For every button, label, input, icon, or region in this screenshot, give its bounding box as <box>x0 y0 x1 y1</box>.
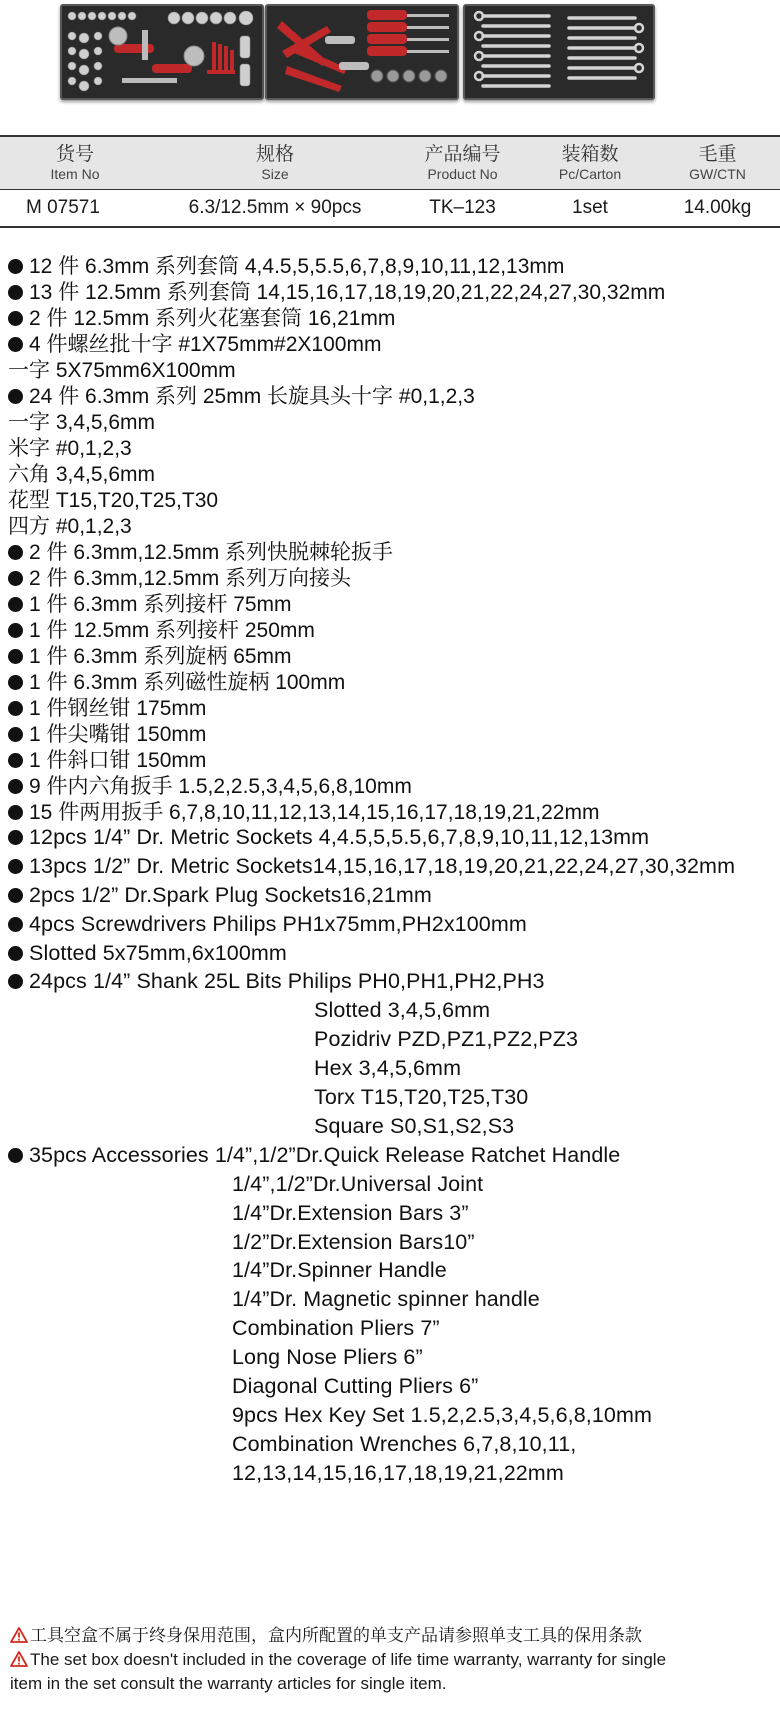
bullet-icon <box>8 805 23 820</box>
en-list-item <box>232 1285 540 1313</box>
zh-list-item <box>8 253 564 281</box>
header-product-no: 产品编号 Product No <box>424 143 501 182</box>
warning-en-line <box>10 1648 666 1671</box>
bullet-icon <box>8 830 23 845</box>
list-item-text: 15 件两用扳手 6,7,8,10,11,12,13,14,15,16,17,18,19,21,22mm <box>29 801 600 824</box>
list-item-text: 1/4”Dr.Extension Bars 3” <box>232 1201 469 1225</box>
zh-list-item <box>8 305 395 333</box>
list-item-text: 1/4”Dr. Magnetic spinner handle <box>232 1287 540 1311</box>
list-item-text: 9pcs Hex Key Set 1.5,2,2.5,3,4,5,6,8,10mm <box>232 1403 653 1427</box>
list-item-text: 1 件 6.3mm 系列接杆 75mm <box>29 593 292 616</box>
header-pc-carton: 装箱数 Pc/Carton <box>558 143 622 182</box>
bullet-icon <box>8 727 23 742</box>
list-item-text: Pozidriv PZD,PZ1,PZ2,PZ3 <box>314 1027 579 1051</box>
zh-list-item <box>8 513 132 541</box>
list-item-text: Torx T15,T20,T25,T30 <box>314 1085 529 1109</box>
en-list-item <box>232 1401 652 1429</box>
zh-list-item <box>8 643 292 671</box>
list-item-text: 2 件 12.5mm 系列火花塞套筒 16,21mm <box>29 307 396 330</box>
bullet-icon <box>8 779 23 794</box>
list-item-text: 1/4”,1/2”Dr.Universal Joint <box>232 1172 484 1196</box>
list-item-text: 13pcs 1/2” Dr. Metric Sockets14,15,16,17,18,19,20,21,22,24,27,30,32mm <box>29 854 736 878</box>
table-header <box>0 137 780 190</box>
list-item-text: Square S0,S1,S2,S3 <box>314 1114 515 1138</box>
list-item-text: 2pcs 1/2” Dr.Spark Plug Sockets16,21mm <box>29 883 432 907</box>
list-item-text: 四方 #0,1,2,3 <box>8 515 132 538</box>
warning-triangle-icon <box>10 1651 28 1667</box>
size-value: 6.3/12.5mm × 90pcs <box>188 197 362 218</box>
list-item-text: Combination Wrenches 6,7,8,10,11, <box>232 1432 577 1456</box>
list-item-text: 12,13,14,15,16,17,18,19,21,22mm <box>232 1461 564 1485</box>
bullet-icon <box>8 888 23 903</box>
bullet-icon <box>8 701 23 716</box>
bullet-icon <box>8 623 23 638</box>
bullet-icon <box>8 597 23 612</box>
list-item-text: 1 件尖嘴钳 150mm <box>29 723 207 746</box>
zh-list-item <box>8 669 345 697</box>
bullet-icon <box>8 753 23 768</box>
zh-list-item <box>8 565 351 593</box>
list-item-text: 米字 #0,1,2,3 <box>8 437 132 460</box>
bullet-icon <box>8 859 23 874</box>
zh-list-item <box>8 539 393 567</box>
zh-list-item <box>8 409 155 437</box>
en-list-item <box>8 939 287 967</box>
list-item-text: Slotted 5x75mm,6x100mm <box>29 941 287 965</box>
en-list-item <box>8 823 649 851</box>
bullet-icon <box>8 571 23 586</box>
list-item-text: 2 件 6.3mm,12.5mm 系列万向接头 <box>29 567 352 590</box>
zh-list-item <box>8 747 206 775</box>
list-item-text: 1 件 12.5mm 系列接杆 250mm <box>29 619 315 642</box>
list-item-text: 1 件钢丝钳 175mm <box>29 697 207 720</box>
en-list-item <box>232 1170 483 1198</box>
bullet-icon <box>8 337 23 352</box>
en-list-item <box>8 1141 620 1169</box>
list-item-text: 12pcs 1/4” Dr. Metric Sockets 4,4.5,5,5.5,6,7,8,9,10,11,12,13mm <box>29 825 650 849</box>
bullet-icon <box>8 946 23 961</box>
en-list-item <box>232 1343 423 1371</box>
pliers-screwdriver-tray-photo <box>265 4 459 100</box>
list-item-text: Diagonal Cutting Pliers 6” <box>232 1374 479 1398</box>
en-list-item <box>314 1054 461 1082</box>
zh-list-item <box>8 695 206 723</box>
list-item-text: 1/2”Dr.Extension Bars10” <box>232 1230 475 1254</box>
list-item-text: 4 件螺丝批十字 #1X75mm#2X100mm <box>29 333 382 356</box>
zh-list-item <box>8 461 155 489</box>
list-item-text: Combination Pliers 7” <box>232 1316 440 1340</box>
zh-list-item <box>8 721 206 749</box>
bullet-icon <box>8 675 23 690</box>
bullet-icon <box>8 649 23 664</box>
zh-list-item <box>8 331 381 359</box>
table-row <box>0 190 780 226</box>
en-list-item <box>8 852 735 880</box>
wrench-tray-photo <box>463 4 655 100</box>
list-item-text: 24pcs 1/4” Shank 25L Bits Philips PH0,PH1,PH2,PH3 <box>29 969 545 993</box>
product-no-value: TK–123 <box>429 197 496 218</box>
warning-triangle-icon <box>10 1627 28 1643</box>
socket-tray-photo <box>60 4 264 100</box>
pc-carton-value: 1set <box>572 197 608 218</box>
bullet-icon <box>8 1148 23 1163</box>
zh-list-item <box>8 617 315 645</box>
bullet-icon <box>8 311 23 326</box>
en-list-item <box>232 1430 576 1458</box>
list-item-text: 4pcs Screwdrivers Philips PH1x75mm,PH2x100mm <box>29 912 527 936</box>
bullet-icon <box>8 389 23 404</box>
list-item-text: 24 件 6.3mm 系列 25mm 长旋具头十字 #0,1,2,3 <box>29 385 475 408</box>
en-list-item <box>232 1314 440 1342</box>
en-list-item <box>232 1228 475 1256</box>
bullet-icon <box>8 974 23 989</box>
en-list-item <box>8 967 545 995</box>
list-item-text: 12 件 6.3mm 系列套筒 4,4.5,5,5.5,6,7,8,9,10,11,12,13mm <box>29 255 565 278</box>
en-list-item <box>314 1083 528 1111</box>
zh-list-item <box>8 435 132 463</box>
en-list-item <box>232 1199 469 1227</box>
en-list-item <box>314 1112 514 1140</box>
gw-ctn-value: 14.00kg <box>683 197 752 218</box>
product-photos <box>60 0 720 98</box>
list-item-text: Hex 3,4,5,6mm <box>314 1056 462 1080</box>
list-item-text: 花型 T15,T20,T25,T30 <box>8 489 219 512</box>
en-list-item <box>314 1025 578 1053</box>
zh-list-item <box>8 279 665 307</box>
en-list-item <box>232 1256 447 1284</box>
list-item-text: Long Nose Pliers 6” <box>232 1345 423 1369</box>
zh-list-item <box>8 357 236 385</box>
en-list-item <box>232 1459 564 1487</box>
list-item-text: 一字 5X75mm6X100mm <box>8 359 236 382</box>
item-no-value: M 07571 <box>26 197 100 218</box>
en-list-item <box>314 996 490 1024</box>
bullet-icon <box>8 917 23 932</box>
zh-list-item <box>8 773 412 801</box>
header-size: 规格 Size <box>255 143 294 182</box>
en-list-item <box>8 881 432 909</box>
list-item-text: 一字 3,4,5,6mm <box>8 411 156 434</box>
zh-list-item <box>8 383 475 411</box>
list-item-text: 六角 3,4,5,6mm <box>8 463 156 486</box>
list-item-text: 1/4”Dr.Spinner Handle <box>232 1258 447 1282</box>
list-item-text: 1 件 6.3mm 系列旋柄 65mm <box>29 645 292 668</box>
en-list-item <box>232 1372 478 1400</box>
zh-list-item <box>8 591 292 619</box>
en-list-item <box>8 910 527 938</box>
warning-zh-text: 工具空盒不属于终身保用范围，盒内所配置的单支产品请参照单支工具的保用条款 <box>30 1626 642 1645</box>
list-item-text: 2 件 6.3mm,12.5mm 系列快脱棘轮扳手 <box>29 541 394 564</box>
zh-list-item <box>8 487 218 515</box>
bullet-icon <box>8 545 23 560</box>
list-item-text: 13 件 12.5mm 系列套筒 14,15,16,17,18,19,20,21,22,24,27,30,32mm <box>29 281 666 304</box>
spec-table <box>0 135 780 228</box>
bullet-icon <box>8 285 23 300</box>
warning-en-text-1: The set box doesn't included in the coverage of life time warranty, warranty for single <box>30 1650 667 1669</box>
list-item-text: 1 件斜口钳 150mm <box>29 749 207 772</box>
warning-en-line-2: item in the set consult the warranty articles for single item. <box>10 1674 447 1693</box>
header-gw-ctn: 毛重 GW/CTN <box>689 143 746 182</box>
list-item-text: 9 件内六角扳手 1.5,2,2.5,3,4,5,6,8,10mm <box>29 775 412 798</box>
list-item-text: Slotted 3,4,5,6mm <box>314 998 491 1022</box>
header-item-no: 货号 Item No <box>50 143 100 182</box>
bullet-icon <box>8 259 23 274</box>
list-item-text: 1 件 6.3mm 系列磁性旋柄 100mm <box>29 671 346 694</box>
warning-zh-line <box>10 1624 642 1647</box>
list-item-text: 35pcs Accessories 1/4”,1/2”Dr.Quick Release Ratchet Handle <box>29 1143 621 1167</box>
